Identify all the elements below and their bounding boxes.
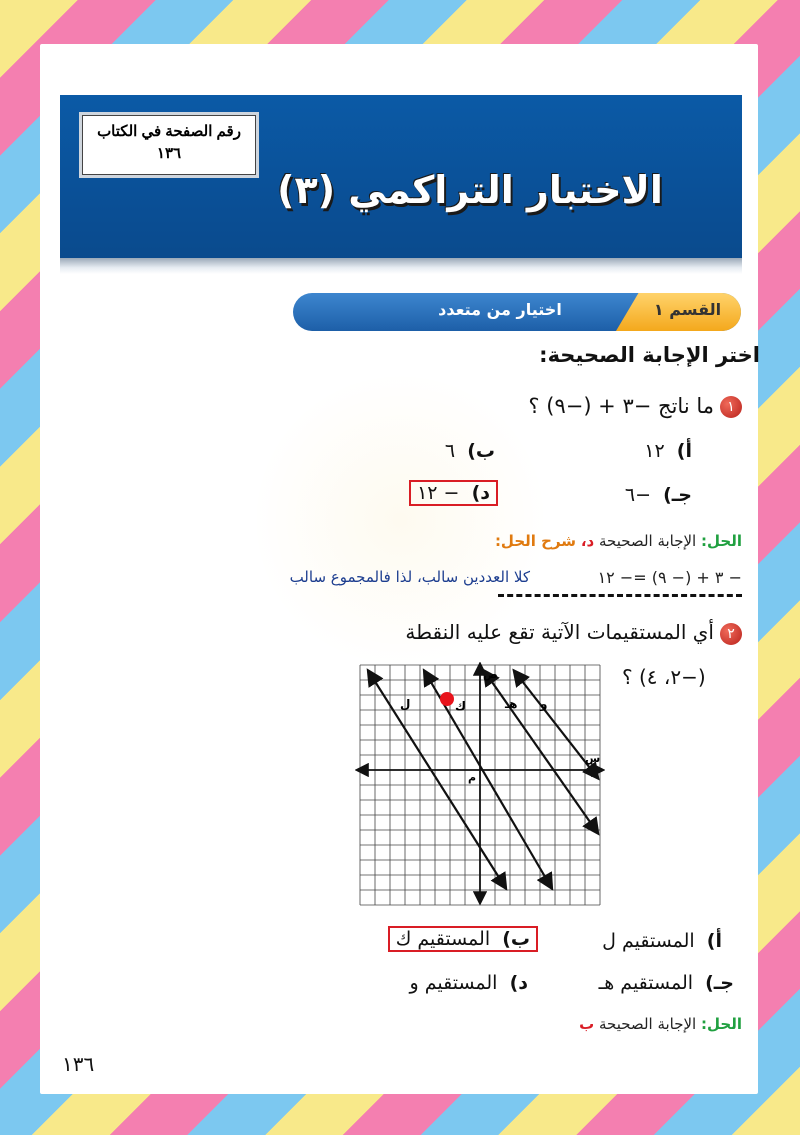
option-value: ١٢ xyxy=(644,440,665,462)
q1-option-d-selected[interactable] xyxy=(409,480,498,506)
solution-label: الحل: xyxy=(701,1015,742,1033)
label-origin: م xyxy=(468,771,477,784)
section-number: القسم ١ xyxy=(653,300,722,319)
solution-label: الحل: xyxy=(701,532,742,550)
q1-option-b[interactable] xyxy=(445,440,495,462)
option-value: المستقيم ل xyxy=(602,930,695,952)
point-marker xyxy=(440,692,454,706)
label-l: ل xyxy=(400,697,411,711)
label-h: هـ xyxy=(505,697,518,711)
question-2-point: (−٢، ٤) ؟ xyxy=(622,665,706,689)
option-letter: د) xyxy=(471,482,490,504)
option-letter: جـ) xyxy=(705,972,734,994)
option-letter: ب) xyxy=(502,928,530,950)
divider xyxy=(498,594,742,597)
q1-solution-line xyxy=(495,532,742,550)
page-number: ١٣٦ xyxy=(62,1052,95,1076)
question-1 xyxy=(528,394,742,418)
question-number-badge: ٢ xyxy=(720,623,742,645)
option-value: ٦ xyxy=(444,440,456,462)
solution-text: الإجابة الصحيحة xyxy=(599,532,697,550)
question-2 xyxy=(405,620,742,645)
line-l xyxy=(369,672,505,887)
line-h xyxy=(485,672,597,832)
coordinate-graph xyxy=(355,662,605,907)
label-k: ك xyxy=(455,699,466,713)
option-value: − ١٢ xyxy=(417,482,460,504)
q2-option-a[interactable] xyxy=(602,930,722,952)
solution-answer: د، xyxy=(580,532,595,550)
page-title: الاختبار التراكمي (٣) xyxy=(277,168,663,212)
q2-solution-line xyxy=(579,1015,742,1033)
solution-answer: ب xyxy=(579,1015,595,1033)
question-2-text: أي المستقيمات الآتية تقع عليه النقطة xyxy=(405,620,714,644)
option-value: المستقيم هـ xyxy=(598,972,694,994)
q2-option-b-selected[interactable] xyxy=(388,926,538,952)
option-letter: جـ) xyxy=(663,484,692,506)
option-letter: أ) xyxy=(676,440,692,462)
book-page-reference xyxy=(82,115,256,175)
question-number-badge: ١ xyxy=(720,396,742,418)
section-name: اختيار من متعدد xyxy=(438,300,562,319)
instruction: اختر الإجابة الصحيحة: xyxy=(539,343,760,367)
option-value: المستقيم ك xyxy=(395,928,491,950)
label-w: و xyxy=(540,697,548,711)
page-ref-label: رقم الصفحة في الكتاب xyxy=(97,123,241,140)
label-x: س xyxy=(585,752,601,765)
q1-option-a[interactable] xyxy=(644,440,692,462)
q2-option-d[interactable] xyxy=(410,972,528,994)
q1-option-c[interactable] xyxy=(625,484,692,506)
q1-calc: − ٣ + (− ٩) =− ١٢ xyxy=(597,568,742,587)
option-value: −٦ xyxy=(624,484,652,506)
banner-stripe xyxy=(60,258,742,274)
option-letter: أ) xyxy=(706,930,722,952)
q1-explanation: كلا العددين سالب، لذا فالمجموع سالب xyxy=(289,568,530,586)
q2-option-c[interactable] xyxy=(599,972,734,994)
solution-text: الإجابة الصحيحة xyxy=(599,1015,697,1033)
option-value: المستقيم و xyxy=(409,972,498,994)
explain-label: شرح الحل: xyxy=(494,532,577,550)
question-1-text: ما ناتج −٣ + (−٩) ؟ xyxy=(528,394,714,418)
page-ref-number: ١٣٦ xyxy=(156,145,182,162)
option-letter: د) xyxy=(509,972,528,994)
option-letter: ب) xyxy=(467,440,495,462)
label-y: ص xyxy=(483,668,498,681)
